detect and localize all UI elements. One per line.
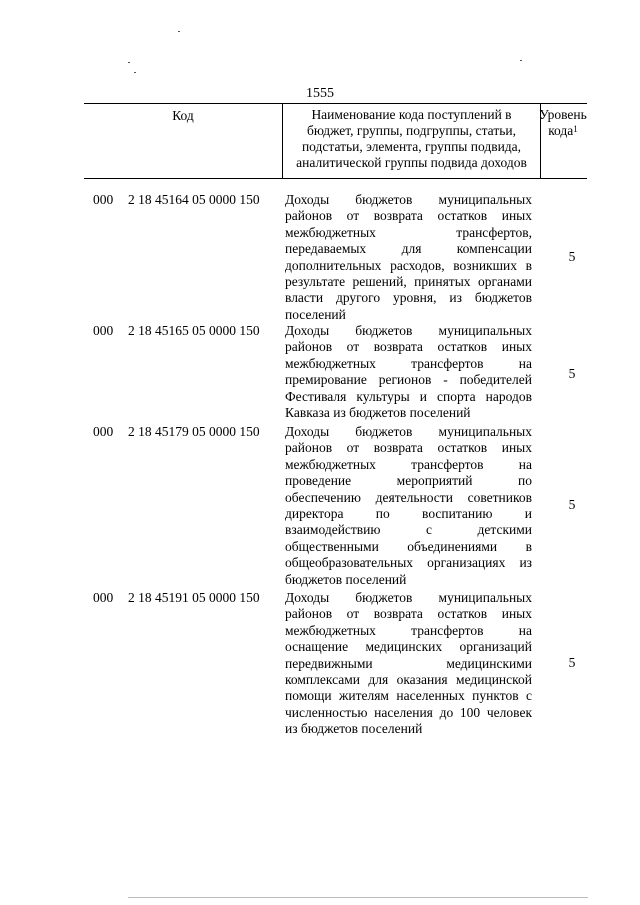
admin-code: 000 bbox=[93, 590, 114, 605]
code-level: 5 bbox=[568, 249, 576, 264]
scan-speck bbox=[128, 62, 130, 63]
header-code bbox=[84, 104, 282, 178]
scan-edge bbox=[128, 897, 588, 898]
description-line: оснащение медицинских организаций bbox=[285, 639, 532, 655]
description-line: премирование регионов - победителей bbox=[285, 372, 532, 388]
description-line: комплексами для оказания медицинской bbox=[285, 672, 532, 688]
footnote-mark: 1 bbox=[573, 124, 578, 134]
description-line: проведение мероприятий по bbox=[285, 473, 532, 489]
page-number: 1555 bbox=[306, 86, 334, 101]
header-name-line: аналитической группы подвида доходов bbox=[296, 155, 527, 170]
code-level: 5 bbox=[568, 655, 576, 670]
income-description bbox=[285, 590, 532, 738]
description-line: общественными объединениями в bbox=[285, 538, 532, 554]
income-code: 2 18 45165 05 0000 150 bbox=[128, 323, 260, 338]
description-line: межбюджетных трансфертов на bbox=[285, 622, 532, 638]
header-name-line: бюджет, группы, подгруппы, статьи, bbox=[307, 123, 516, 138]
description-line: поселений bbox=[285, 306, 346, 322]
description-line: Доходы бюджетов муниципальных bbox=[285, 590, 532, 605]
header-name-line: подстатьи, элемента, группы подвида, bbox=[301, 139, 522, 154]
header-name-line: Наименование кода поступлений в bbox=[311, 107, 512, 122]
description-line: межбюджетных трансфертов на bbox=[285, 456, 532, 472]
description-line: районов от возврата остатков иных bbox=[285, 208, 532, 224]
income-code: 2 18 45164 05 0000 150 bbox=[128, 192, 260, 207]
income-code: 2 18 45191 05 0000 150 bbox=[128, 590, 260, 605]
description-line: помощи жителям населенных пунктов с bbox=[285, 688, 532, 704]
description-line: дополнительных расходов, возникших в bbox=[285, 257, 532, 273]
income-description bbox=[285, 424, 532, 588]
description-line: Кавказа из бюджетов поселений bbox=[285, 405, 471, 421]
scan-speck bbox=[178, 31, 180, 32]
description-line: районов от возврата остатков иных bbox=[285, 339, 532, 355]
admin-code: 000 bbox=[93, 424, 114, 439]
description-line: взаимодействию с детскими bbox=[285, 522, 532, 538]
income-description bbox=[285, 323, 532, 421]
description-line: общеобразовательных организациях из bbox=[285, 555, 532, 571]
header-level bbox=[539, 104, 587, 178]
header-level-line bbox=[539, 123, 587, 139]
table-header bbox=[84, 103, 587, 179]
admin-code: 000 bbox=[93, 323, 114, 338]
description-line: обеспечению деятельности советников bbox=[285, 489, 532, 505]
income-code: 2 18 45179 05 0000 150 bbox=[128, 424, 260, 439]
header-level-word: кода bbox=[548, 123, 574, 138]
description-line: межбюджетных трансфертов, bbox=[285, 224, 532, 240]
code-level: 5 bbox=[568, 366, 576, 381]
description-line: районов от возврата остатков иных bbox=[285, 440, 532, 456]
income-description bbox=[285, 192, 532, 323]
description-line: численностью населения до 100 человек bbox=[285, 704, 532, 720]
scan-speck bbox=[520, 60, 522, 61]
code-level: 5 bbox=[568, 497, 576, 512]
admin-code: 000 bbox=[93, 192, 114, 207]
header-code-label: Код bbox=[172, 108, 194, 123]
description-line: директора по воспитанию и bbox=[285, 506, 532, 522]
description-line: Фестиваля культуры и спорта народов bbox=[285, 388, 532, 404]
description-line: Доходы бюджетов муниципальных bbox=[285, 424, 532, 439]
description-line: межбюджетных трансфертов на bbox=[285, 355, 532, 371]
scan-speck bbox=[134, 72, 136, 73]
header-name bbox=[282, 104, 541, 178]
description-line: власти другого уровня, из бюджетов bbox=[285, 290, 532, 306]
description-line: передвижными медицинскими bbox=[285, 655, 532, 671]
description-line: бюджетов поселений bbox=[285, 571, 407, 587]
description-line: результате решений, принятых органами bbox=[285, 274, 532, 290]
description-line: районов от возврата остатков иных bbox=[285, 606, 532, 622]
description-line: Доходы бюджетов муниципальных bbox=[285, 323, 532, 338]
description-line: передаваемых для компенсации bbox=[285, 241, 532, 257]
header-level-line: Уровень bbox=[539, 107, 587, 122]
description-line: Доходы бюджетов муниципальных bbox=[285, 192, 532, 207]
description-line: из бюджетов поселений bbox=[285, 721, 423, 737]
